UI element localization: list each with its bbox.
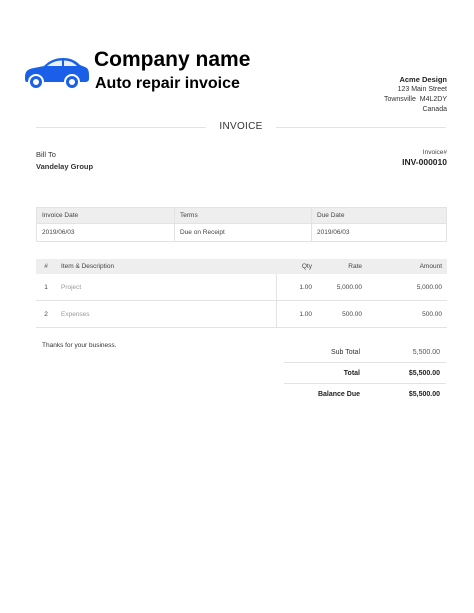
seller-address-line2: Townsville M4L2DY <box>383 96 447 103</box>
invoice-number-label: Invoice# <box>422 149 447 156</box>
balance-due-value: $5,500.00 <box>366 384 446 405</box>
document-title: INVOICE <box>219 121 263 132</box>
invoice-info-table <box>36 207 447 242</box>
invoice-number-value: INV-000010 <box>402 157 447 167</box>
seller-address-line1: 123 Main Street <box>397 86 447 93</box>
total-label: Total <box>284 363 366 384</box>
invoice-type-title: Auto repair invoice <box>95 75 240 92</box>
rate-header: Rate <box>317 259 367 274</box>
balance-due-row <box>284 384 446 405</box>
info-table-header-row <box>37 208 447 224</box>
terms-value: Due on Receipt <box>175 224 312 242</box>
item-amount: 500.00 <box>367 301 447 328</box>
seller-name: Acme Design <box>399 75 447 84</box>
balance-due-label: Balance Due <box>284 384 366 405</box>
item-number-header: # <box>36 259 56 274</box>
divider-line-left <box>36 127 206 128</box>
due-date-value: 2019/06/03 <box>312 224 447 242</box>
info-table-value-row <box>37 224 447 242</box>
company-name: Company name <box>94 48 251 71</box>
item-description: Project <box>56 274 277 301</box>
item-rate: 5,000.00 <box>317 274 367 301</box>
table-row <box>36 274 447 301</box>
item-rate: 500.00 <box>317 301 367 328</box>
subtotal-label: Sub Total <box>330 348 360 356</box>
bill-to-name: Vandelay Group <box>36 162 94 171</box>
seller-country: Canada <box>422 106 447 113</box>
line-items-table <box>36 259 447 328</box>
document-title-divider <box>36 121 446 133</box>
invoice-date-header: Invoice Date <box>37 208 175 224</box>
bill-to-label: Bill To <box>36 150 56 159</box>
divider-line-right <box>276 127 446 128</box>
seller-address-block <box>384 75 447 115</box>
totals-table <box>284 342 446 404</box>
qty-header: Qty <box>277 259 318 274</box>
notes-text: Thanks for your business. <box>42 342 117 349</box>
invoice-date-value: 2019/06/03 <box>37 224 175 242</box>
subtotal-value: 5,500.00 <box>412 348 440 356</box>
item-qty: 1.00 <box>277 301 318 328</box>
subtotal-row <box>284 342 446 363</box>
table-row <box>36 301 447 328</box>
item-description: Expenses <box>56 301 277 328</box>
due-date-header: Due Date <box>312 208 447 224</box>
items-header-row <box>36 259 447 274</box>
item-number: 1 <box>36 274 56 301</box>
amount-header: Amount <box>367 259 447 274</box>
total-row <box>284 363 446 384</box>
terms-header: Terms <box>175 208 312 224</box>
total-value: $5,500.00 <box>366 363 446 384</box>
item-qty: 1.00 <box>277 274 318 301</box>
item-amount: 5,000.00 <box>367 274 447 301</box>
item-number: 2 <box>36 301 56 328</box>
item-description-header: Item & Description <box>56 259 277 274</box>
car-icon <box>22 50 90 90</box>
